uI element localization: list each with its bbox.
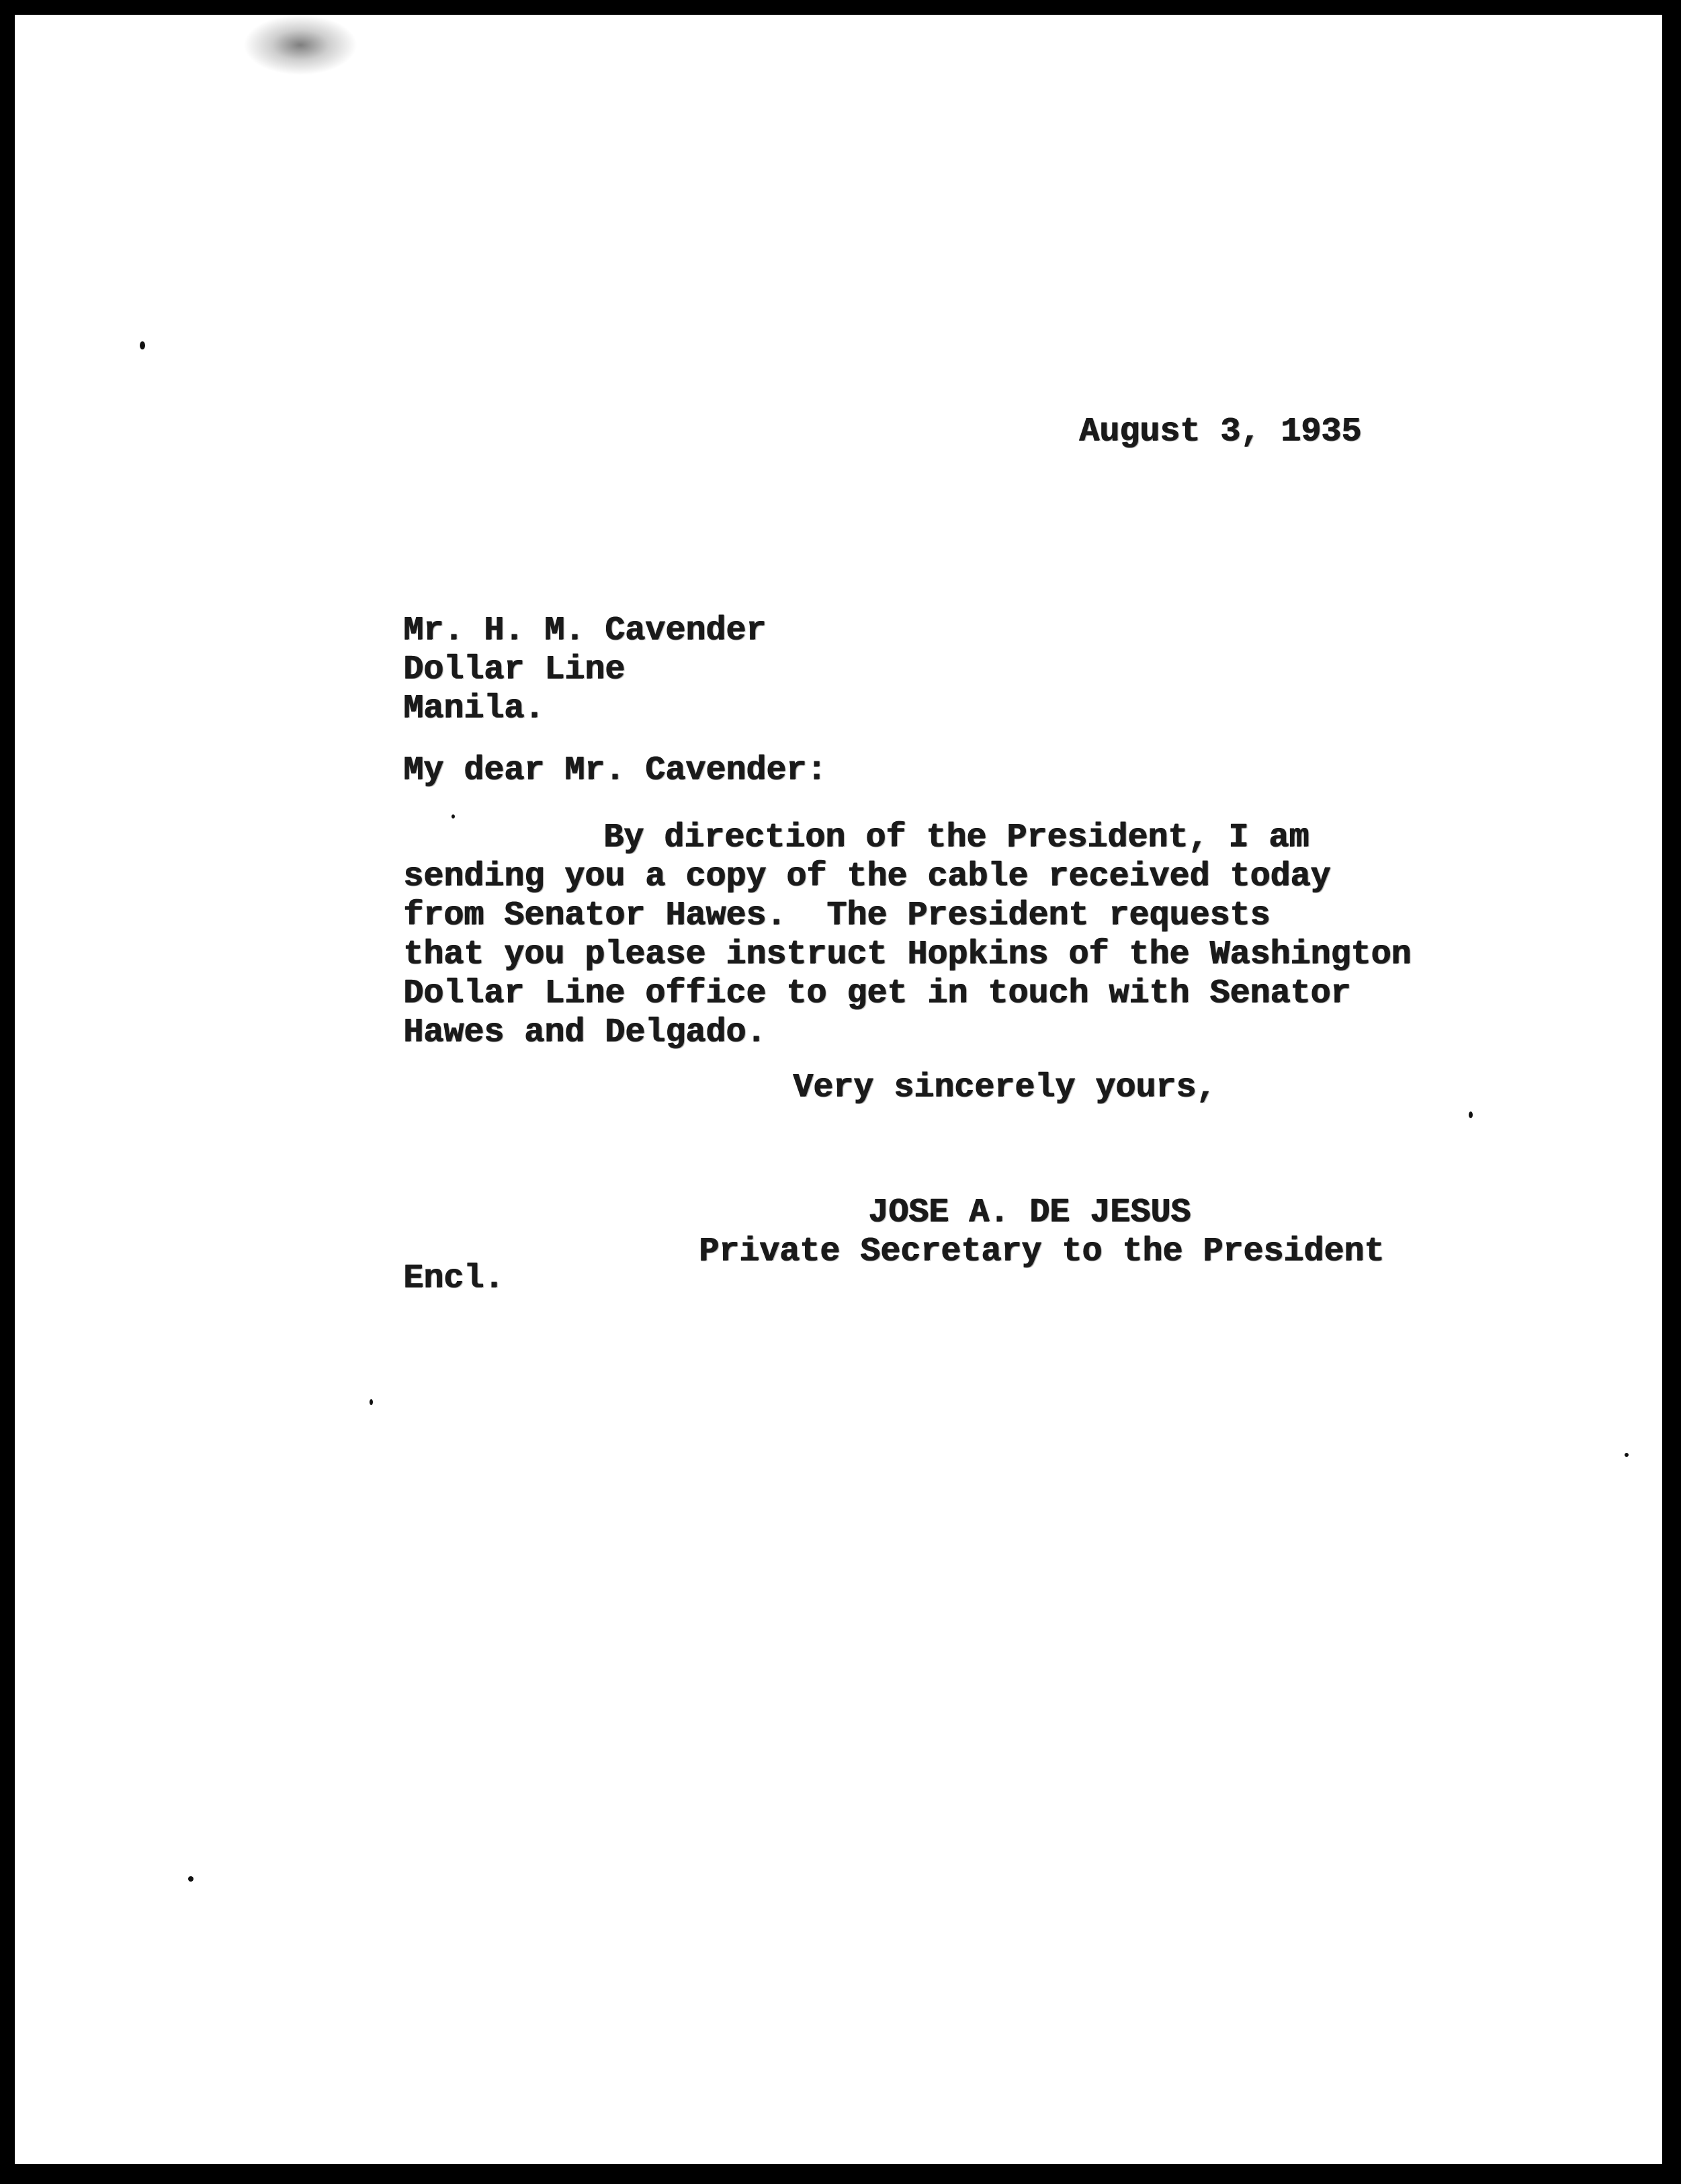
body-line: Dollar Line office to get in touch with Senator xyxy=(403,974,1351,1013)
signer-title: Private Secretary to the President xyxy=(699,1232,1385,1271)
speck xyxy=(1469,1111,1473,1118)
body-line: Hawes and Delgado. xyxy=(403,1013,767,1052)
recipient-city: Manila. xyxy=(403,689,545,728)
letter-page xyxy=(15,15,1662,2164)
closing: Very sincerely yours, xyxy=(793,1068,1217,1107)
speck xyxy=(140,341,145,349)
signer-name: JOSE A. DE JESUS xyxy=(868,1193,1191,1232)
body-line: that you please instruct Hopkins of the Washington xyxy=(403,935,1412,974)
recipient-name: Mr. H. M. Cavender xyxy=(403,612,767,650)
body-line: By direction of the President, I am xyxy=(603,818,1309,857)
speck xyxy=(370,1399,373,1405)
recipient-company: Dollar Line xyxy=(403,650,626,689)
speck xyxy=(451,814,455,818)
enclosure-note: Encl. xyxy=(403,1259,505,1298)
speck xyxy=(1625,1453,1629,1457)
body-line: from Senator Hawes. The President requests xyxy=(403,896,1270,935)
body-line: sending you a copy of the cable received today xyxy=(403,857,1331,896)
salutation: My dear Mr. Cavender: xyxy=(403,751,827,790)
ink-smudge xyxy=(243,15,357,75)
speck xyxy=(188,1876,193,1882)
letter-date: August 3, 1935 xyxy=(1079,413,1362,451)
